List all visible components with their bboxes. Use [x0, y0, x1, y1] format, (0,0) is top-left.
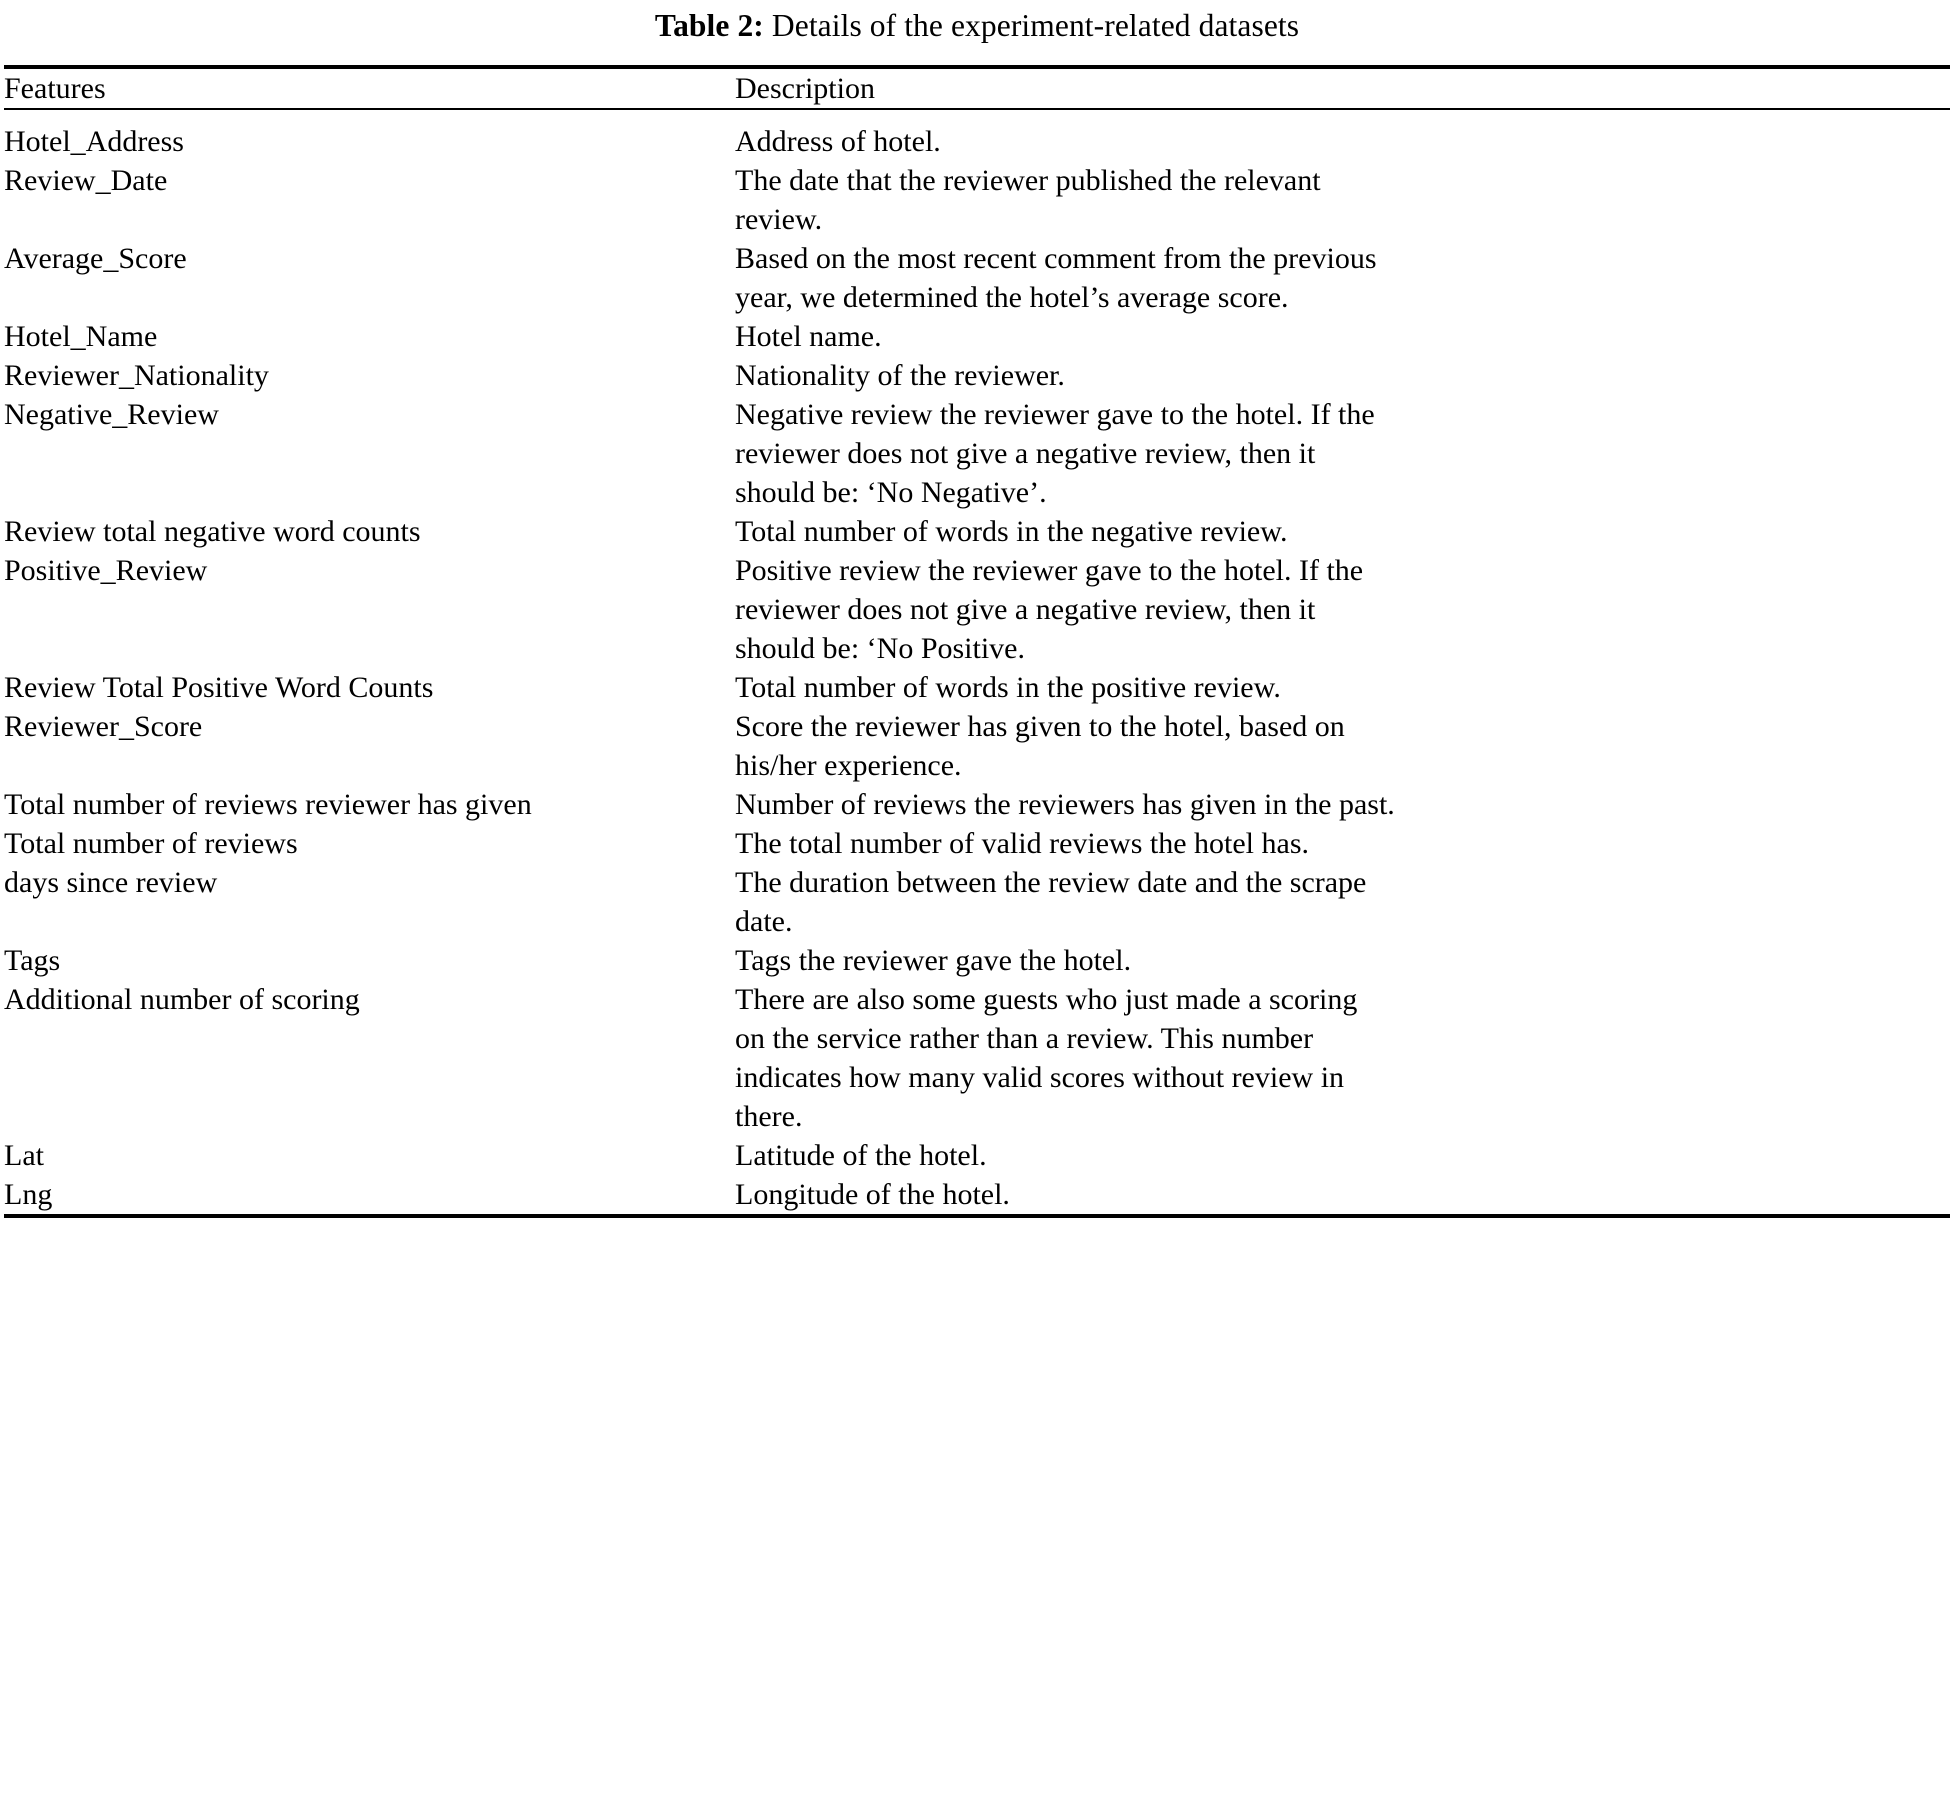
- datasets-table-body: [4, 110, 1950, 1214]
- description-line: year, we determined the hotel’s average score.: [735, 281, 1289, 315]
- feature-cell: Total number of reviews: [4, 827, 298, 861]
- description-line: The date that the reviewer published the relevant: [735, 164, 1321, 198]
- table-header: [4, 69, 1950, 108]
- table-row: [4, 824, 1950, 863]
- description-cell: [735, 1175, 1950, 1214]
- description-line: Based on the most recent comment from the previous: [735, 242, 1377, 276]
- table-caption: [4, 0, 1950, 45]
- feature-cell: Negative_Review: [4, 398, 219, 432]
- feature-cell: days since review: [4, 866, 218, 900]
- description-line: The duration between the review date and the scrape: [735, 866, 1367, 900]
- description-cell: [735, 668, 1950, 707]
- description-line: Tags the reviewer gave the hotel.: [735, 944, 1132, 978]
- description-cell: [735, 980, 1950, 1136]
- table-row: [4, 1175, 1950, 1214]
- description-cell: [735, 239, 1950, 317]
- description-line: there.: [735, 1100, 803, 1134]
- description-line: Nationality of the reviewer.: [735, 359, 1065, 393]
- description-line: Negative review the reviewer gave to the hotel. If the: [735, 398, 1375, 432]
- description-line: There are also some guests who just made a scoring: [735, 983, 1358, 1017]
- description-cell: [735, 395, 1950, 512]
- description-line: should be: ‘No Negative’.: [735, 476, 1047, 510]
- description-line: Score the reviewer has given to the hotel, based on: [735, 710, 1345, 744]
- description-line: Positive review the reviewer gave to the hotel. If the: [735, 554, 1364, 588]
- description-line: Number of reviews the reviewers has given in the past.: [735, 788, 1395, 822]
- table-row: [4, 551, 1950, 668]
- description-cell: [735, 863, 1950, 941]
- description-line: Longitude of the hotel.: [735, 1178, 1010, 1212]
- feature-cell: Reviewer_Nationality: [4, 359, 269, 393]
- description-cell: [735, 1136, 1950, 1175]
- table-row: [4, 395, 1950, 512]
- description-line: Hotel name.: [735, 320, 882, 354]
- table-row: [4, 1136, 1950, 1175]
- feature-cell: Lat: [4, 1139, 44, 1173]
- feature-cell: Review Total Positive Word Counts: [4, 671, 434, 705]
- feature-cell: Lng: [4, 1178, 53, 1212]
- description-cell: [735, 512, 1950, 551]
- table-row: [4, 110, 1950, 161]
- description-cell: [735, 551, 1950, 668]
- description-cell: [735, 356, 1950, 395]
- description-line: should be: ‘No Positive.: [735, 632, 1025, 666]
- description-cell: [735, 824, 1950, 863]
- table-row: [4, 356, 1950, 395]
- description-cell: [735, 110, 1950, 161]
- column-header-features: Features: [4, 72, 106, 106]
- table-row: [4, 239, 1950, 317]
- table-row: [4, 161, 1950, 239]
- description-line: date.: [735, 905, 793, 939]
- feature-cell: Average_Score: [4, 242, 187, 276]
- description-line: Total number of words in the positive review.: [735, 671, 1281, 705]
- feature-cell: Review_Date: [4, 164, 168, 198]
- description-line: his/her experience.: [735, 749, 962, 783]
- description-line: Latitude of the hotel.: [735, 1139, 987, 1173]
- description-cell: [735, 707, 1950, 785]
- description-line: indicates how many valid scores without review in: [735, 1061, 1345, 1095]
- description-cell: [735, 161, 1950, 239]
- table-bottom-rule: [4, 1214, 1950, 1218]
- table-row: [4, 512, 1950, 551]
- description-line: Address of hotel.: [735, 125, 941, 159]
- table-row: [4, 980, 1950, 1136]
- table-row: [4, 863, 1950, 941]
- table-header-row: [4, 69, 1950, 108]
- table-caption-label: Table 2:: [654, 8, 764, 43]
- feature-cell: Additional number of scoring: [4, 983, 360, 1017]
- table-row: [4, 707, 1950, 785]
- feature-cell: Review total negative word counts: [4, 515, 421, 549]
- description-line: review.: [735, 203, 823, 237]
- table-row: [4, 317, 1950, 356]
- description-cell: [735, 785, 1950, 824]
- table-row: [4, 785, 1950, 824]
- datasets-table: [4, 69, 1950, 108]
- feature-cell: Total number of reviews reviewer has given: [4, 788, 532, 822]
- feature-cell: Tags: [4, 944, 61, 978]
- feature-cell: Hotel_Address: [4, 125, 184, 159]
- description-line: Total number of words in the negative review.: [735, 515, 1288, 549]
- description-line: reviewer does not give a negative review, then it: [735, 593, 1316, 627]
- table-row: [4, 941, 1950, 980]
- feature-cell: Positive_Review: [4, 554, 208, 588]
- table-body: [4, 110, 1950, 1214]
- table-row: [4, 668, 1950, 707]
- feature-cell: Reviewer_Score: [4, 710, 203, 744]
- feature-cell: Hotel_Name: [4, 320, 158, 354]
- description-line: The total number of valid reviews the hotel has.: [735, 827, 1309, 861]
- table-caption-text: Details of the experiment-related datasets: [771, 8, 1300, 43]
- description-cell: [735, 317, 1950, 356]
- column-header-description: Description: [735, 72, 875, 106]
- description-cell: [735, 941, 1950, 980]
- description-line: on the service rather than a review. This number: [735, 1022, 1314, 1056]
- description-line: reviewer does not give a negative review, then it: [735, 437, 1316, 471]
